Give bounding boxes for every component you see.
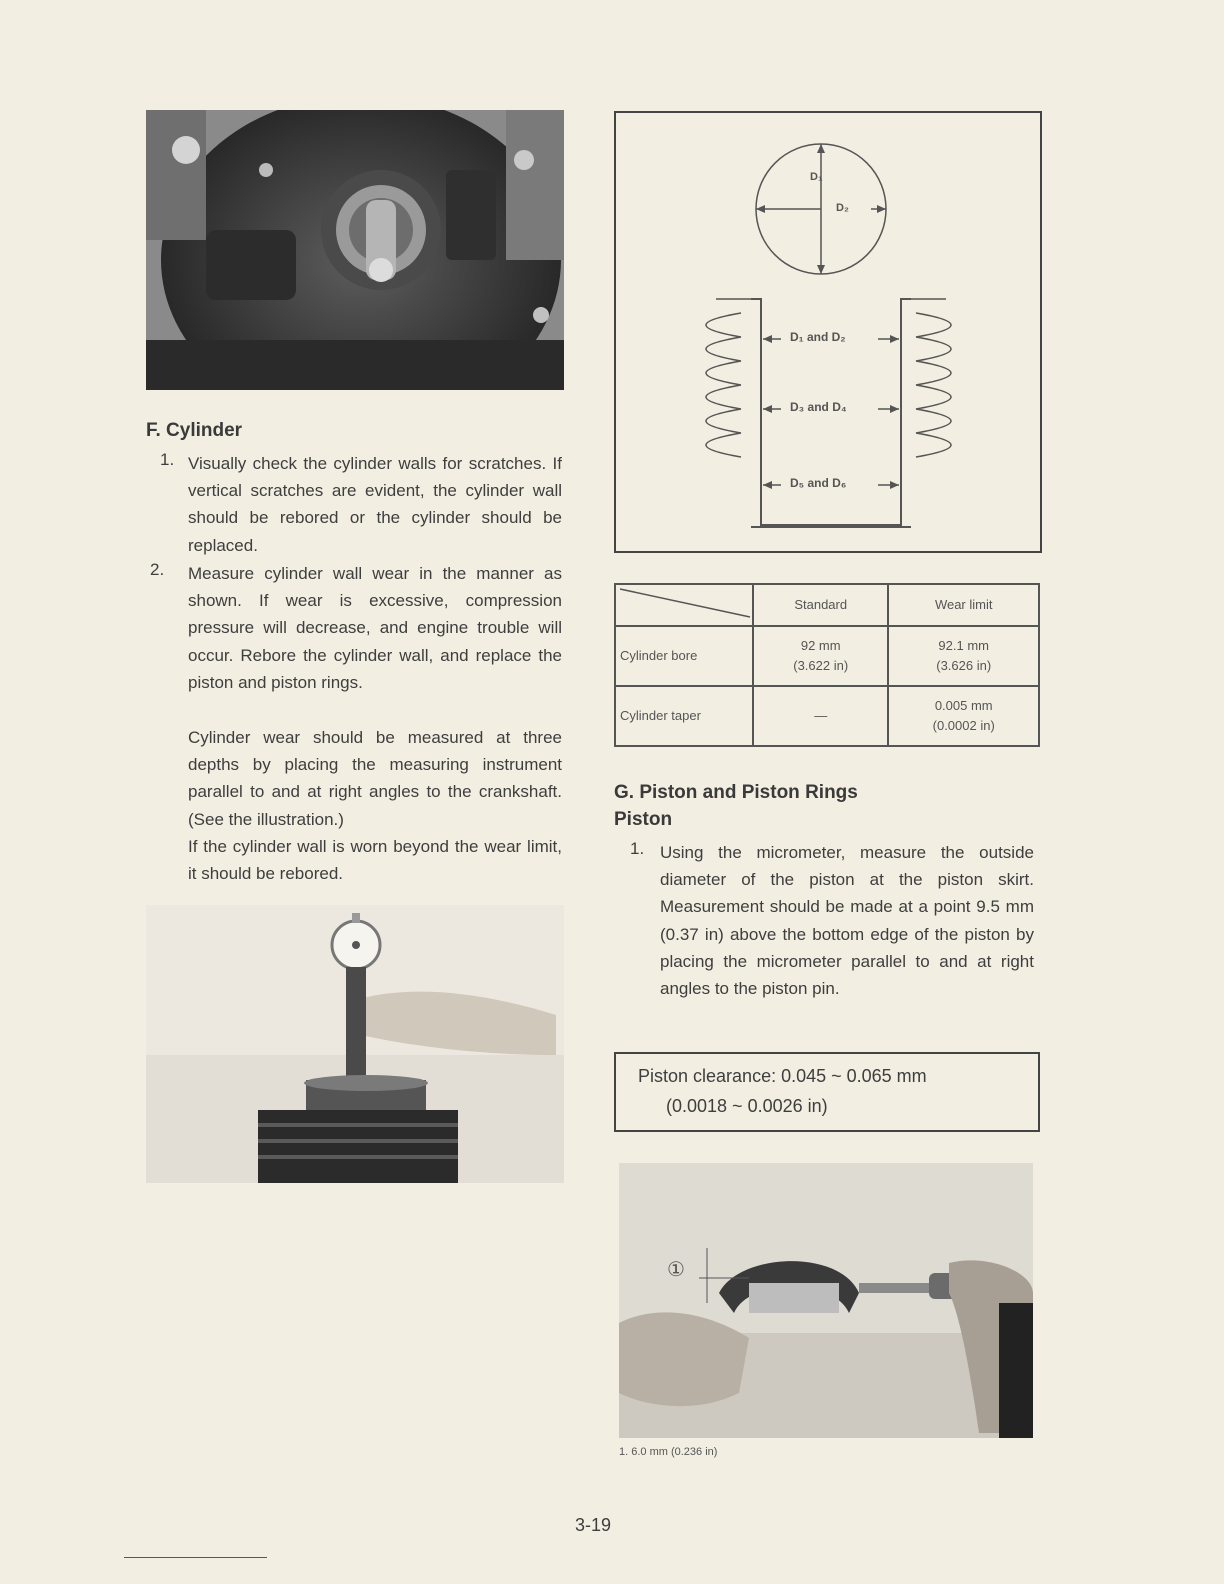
row-label-upper: D₁ and D₂	[790, 330, 846, 344]
value-mm: —	[814, 708, 828, 723]
step-number: 1.	[630, 839, 645, 858]
header-wear-limit: Wear limit	[888, 584, 1039, 626]
step-text: Measure cylinder wall wear in the manner as shown. If wear is excessive, compression pressure will decrease, and engine trouble will occur. Rebore the cylinder wall, and replace the piston and piston rings.	[188, 564, 562, 692]
page-number: 3-19	[575, 1515, 612, 1535]
crankcase-photo	[146, 110, 564, 390]
row-label-middle: D₃ and D₄	[790, 400, 847, 414]
step-text: Visually check the cylinder walls for scratches. If vertical scratches are evident, the cylinder wall should be rebored or the cylinder should be replaced.	[188, 454, 562, 555]
d2-label: D₂	[836, 202, 849, 214]
photo-caption: 1. 6.0 mm (0.236 in)	[619, 1446, 718, 1458]
section-f-title: F. Cylinder	[146, 420, 243, 441]
step-number: 1.	[160, 450, 175, 469]
measure-paragraph: Cylinder wear should be measured at three depths by placing the measuring instrument parallel to and at right angles to the crankshaft. (See the illustration.)	[188, 728, 562, 829]
row-label: Cylinder bore	[615, 626, 753, 686]
value-mm: 92 mm	[800, 638, 841, 653]
value-mm: 92.1 mm	[938, 638, 989, 653]
cylinder-measurement-diagram	[614, 111, 1042, 553]
value-in: (3.626 in)	[936, 658, 992, 673]
clearance-line-2: (0.0018 ~ 0.0026 in)	[666, 1096, 828, 1116]
diagonal-line	[616, 585, 752, 619]
footnote-rule	[124, 1557, 267, 1558]
section-g-title: G. Piston and Piston Rings	[614, 782, 858, 803]
row-label-lower: D₅ and D₆	[790, 476, 847, 490]
rebore-paragraph: If the cylinder wall is worn beyond the wear limit, it should be rebored.	[188, 837, 562, 884]
table-corner-cell	[615, 584, 753, 626]
cylinder-gauge-photo-art	[146, 905, 564, 1183]
piston-subtitle: Piston	[614, 809, 673, 830]
micrometer-photo-art	[619, 1163, 1033, 1438]
cylinder-gauge-photo	[146, 905, 564, 1183]
piston-clearance-box	[614, 1052, 1040, 1132]
value-in: (3.622 in)	[793, 658, 849, 673]
cell-standard	[753, 686, 888, 746]
value-mm: 0.005 mm	[934, 698, 993, 713]
value-in: (0.0002 in)	[932, 718, 995, 733]
cylinder-spec-table	[614, 583, 1040, 747]
cell-standard	[753, 626, 888, 686]
d1-label: D₁	[810, 171, 823, 183]
row-label: Cylinder taper	[615, 686, 753, 746]
header-standard: Standard	[753, 584, 888, 626]
callout-1: ①	[667, 1259, 685, 1281]
step-number: 2.	[150, 560, 165, 579]
step-text: Using the micrometer, measure the outside diameter of the piston at the piston skirt. Measurement should be made at a point 9.5 mm (0.37 in) above the bottom edge of the piston by placing the micrometer parallel to and at right angles to the piston pin.	[660, 843, 1034, 999]
cell-limit	[888, 686, 1039, 746]
crankcase-photo-art	[146, 110, 564, 390]
clearance-line-1: Piston clearance: 0.045 ~ 0.065 mm	[638, 1066, 927, 1086]
micrometer-photo	[619, 1163, 1033, 1438]
cell-limit	[888, 626, 1039, 686]
